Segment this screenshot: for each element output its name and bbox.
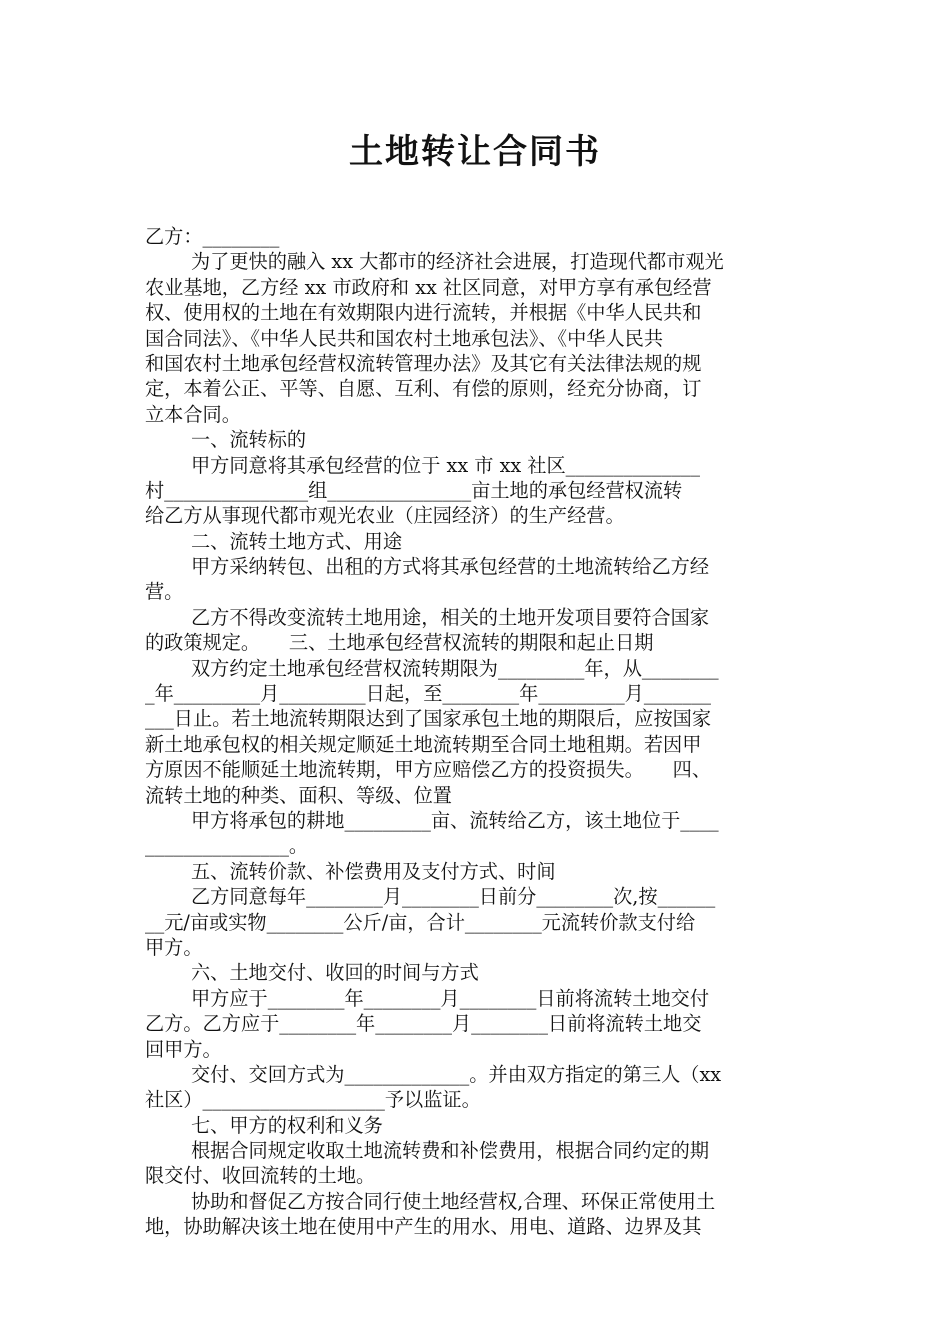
text-line: 社区）___________________予以监证。 xyxy=(145,1088,481,1112)
text-line: 五、流转价款、补偿费用及支付方式、时间 xyxy=(191,859,556,883)
text-line: __元/亩或实物________公斤/亩，合计________元流转价款支付给 xyxy=(145,910,696,934)
text-line: 国合同法》、《中华人民共和国农村土地承包法》、《中华人民共 xyxy=(145,326,664,350)
text-line: 甲方将承包的耕地_________亩、流转给乙方，该土地位于____ xyxy=(191,808,719,832)
text-line: ___日止。若土地流转期限达到了国家承包土地的期限后，应按国家 xyxy=(145,707,712,731)
text-line: 地，协助解决该土地在使用中产生的用水、用电、道路、边界及其 xyxy=(145,1215,702,1239)
text-line: 乙方同意每年________月________日前分________次,按______ xyxy=(191,885,716,909)
text-line: 双方约定土地承包经营权流转期限为_________年，从________ xyxy=(191,656,719,680)
text-line: 新土地承包权的相关规定顺延土地流转期至合同土地租期。若因甲 xyxy=(145,732,702,756)
text-line: 给乙方从事现代都市观光农业（庄园经济）的生产经营。 xyxy=(145,504,625,528)
text-line: 七、甲方的权利和义务 xyxy=(191,1113,383,1137)
text-line: 权、使用权的土地在有效期限内进行流转，并根据《中华人民共和 xyxy=(145,301,702,325)
text-line: 甲方同意将其承包经营的位于 xx 市 xx 社区______________ xyxy=(191,453,700,477)
text-line: 根据合同规定收取土地流转费和补偿费用，根据合同约定的期 xyxy=(191,1139,710,1163)
document-title: 土地转让合同书 xyxy=(349,132,601,172)
text-line: 交付、交回方式为_____________。并由双方指定的第三人（xx xyxy=(191,1062,722,1086)
text-line: 方原因不能顺延土地流转期，甲方应赔偿乙方的投资损失。 四、 xyxy=(145,758,712,782)
text-line: 定，本着公正、平等、自愿、互利、有偿的原则，经充分协商，订 xyxy=(145,377,702,401)
text-line: 乙方：________ xyxy=(145,225,280,248)
text-line: 为了更快的融入 xx 大都市的经济社会进展，打造现代都市观光 xyxy=(191,250,724,274)
text-line: 立本合同。 xyxy=(145,402,241,426)
text-line: 农业基地，乙方经 xx 市政府和 xx 社区同意，对甲方享有承包经营 xyxy=(145,275,712,299)
text-line: 营。 xyxy=(145,580,184,604)
document-body xyxy=(145,224,810,1240)
text-line: _______________。 xyxy=(145,834,309,858)
text-line: 乙方。乙方应于________年________月________日前将流转土地交 xyxy=(145,1012,702,1036)
text-line: 限交付、收回流转的土地。 xyxy=(145,1164,376,1188)
text-line: 六、土地交付、收回的时间与方式 xyxy=(191,961,479,985)
text-line: 甲方采纳转包、出租的方式将其承包经营的土地流转给乙方经 xyxy=(191,555,710,579)
text-line: 二、流转土地方式、用途 xyxy=(191,529,403,553)
text-line: 一、流转标的 xyxy=(191,428,307,452)
text-line: _年_________月_________日起，至________年_________月_______ xyxy=(145,682,712,706)
text-line: 甲方。 xyxy=(145,935,203,959)
text-line: 的政策规定。 三、土地承包经营权流转的期限和起止日期 xyxy=(145,631,654,655)
text-line: 乙方不得改变流转土地用途，相关的土地开发项目要符合国家 xyxy=(191,605,710,629)
text-line: 回甲方。 xyxy=(145,1037,222,1061)
text-line: 村_______________组_______________亩土地的承包经营权流转 xyxy=(145,478,683,502)
text-line: 流转土地的种类、面积、等级、位置 xyxy=(145,783,452,807)
text-line: 甲方应于________年________月________日前将流转土地交付 xyxy=(191,986,710,1010)
text-line: 和国农村土地承包经营权流转管理办法》及其它有关法律法规的规 xyxy=(145,351,702,375)
text-line: 协助和督促乙方按合同行使土地经营权,合理、环保正常使用土 xyxy=(191,1189,716,1213)
